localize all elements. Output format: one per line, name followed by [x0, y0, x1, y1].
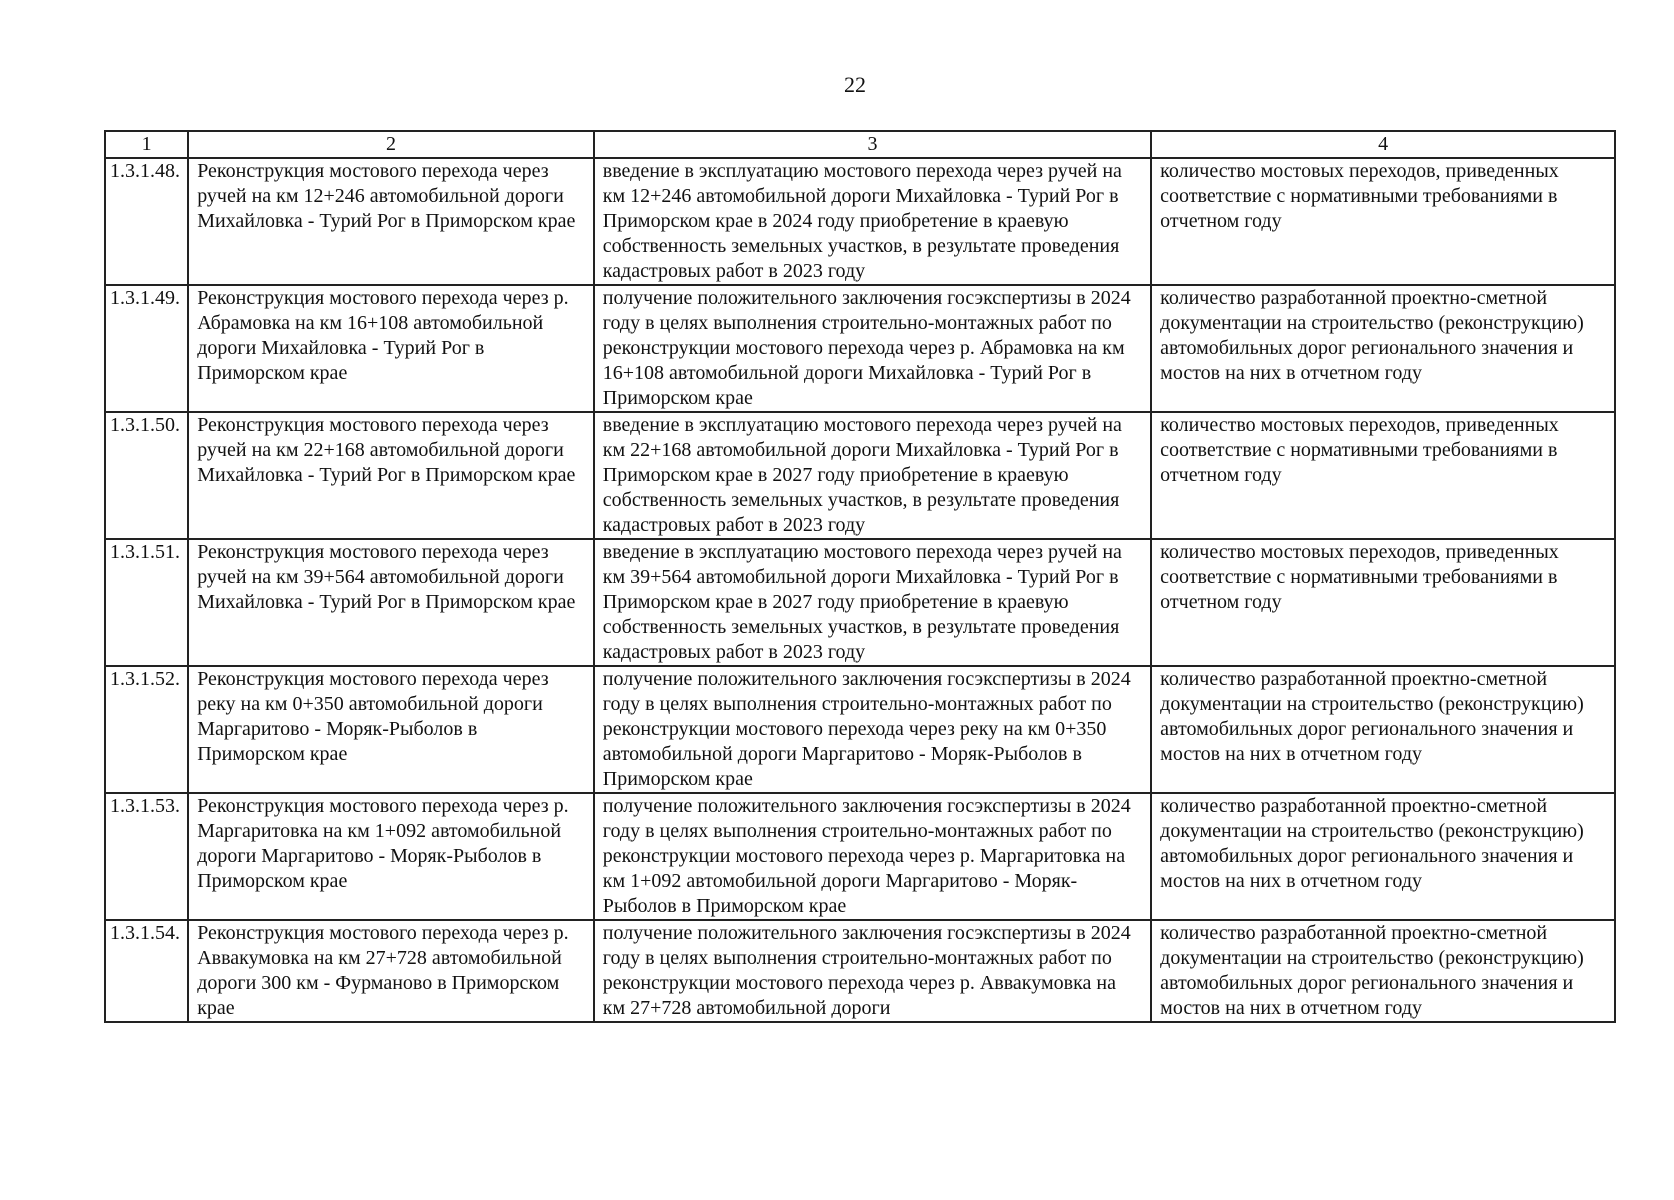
expected-result: введение в эксплуатацию мостового перехода через ручей на км 12+246 автомобильной дороги Михайловка - Турий Рог в Приморском крае в 2024 году приобретение в краевую собственность земельных участков, в результате проведения кадастровых работ в 2023 году — [594, 158, 1151, 285]
indicator: количество мостовых переходов, приведенных соответствие с нормативными требованиями в отчетном году — [1151, 539, 1615, 666]
row-number: 1.3.1.50. — [105, 412, 188, 539]
row-number: 1.3.1.49. — [105, 285, 188, 412]
indicator: количество разработанной проектно-сметной документации на строительство (реконструкцию) автомобильных дорог регионального значения и мостов на них в отчетном году — [1151, 793, 1615, 920]
table-row — [105, 158, 1615, 285]
measure-name: Реконструкция мостового перехода через р. Маргаритовка на км 1+092 автомобильной дороги Маргаритово - Моряк-Рыболов в Приморском крае — [188, 793, 594, 920]
table-row — [105, 412, 1615, 539]
row-number: 1.3.1.54. — [105, 920, 188, 1022]
table-row — [105, 920, 1615, 1022]
column-number-row — [105, 131, 1615, 158]
indicator: количество мостовых переходов, приведенных соответствие с нормативными требованиями в отчетном году — [1151, 412, 1615, 539]
indicator: количество мостовых переходов, приведенных соответствие с нормативными требованиями в отчетном году — [1151, 158, 1615, 285]
row-number: 1.3.1.53. — [105, 793, 188, 920]
column-number-1: 1 — [105, 131, 188, 158]
measure-name: Реконструкция мостового перехода через ручей на км 12+246 автомобильной дороги Михайловка - Турий Рог в Приморском крае — [188, 158, 594, 285]
measure-name: Реконструкция мостового перехода через р. Аввакумовка на км 27+728 автомобильной дороги 300 км - Фурманово в Приморском крае — [188, 920, 594, 1022]
measure-name: Реконструкция мостового перехода через ручей на км 39+564 автомобильной дороги Михайловка - Турий Рог в Приморском крае — [188, 539, 594, 666]
indicator: количество разработанной проектно-сметной документации на строительство (реконструкцию) автомобильных дорог регионального значения и мостов на них в отчетном году — [1151, 285, 1615, 412]
table-row — [105, 285, 1615, 412]
table-row — [105, 539, 1615, 666]
expected-result: получение положительного заключения госэкспертизы в 2024 году в целях выполнения строительно-монтажных работ по реконструкции мостового перехода через р. Аввакумовка на км 27+728 автомобильной дороги — [594, 920, 1151, 1022]
page-number: 22 — [844, 72, 866, 97]
column-number-2: 2 — [188, 131, 594, 158]
expected-result: получение положительного заключения госэкспертизы в 2024 году в целях выполнения строительно-монтажных работ по реконструкции мостового перехода через р. Абрамовка на км 16+108 автомобильной дороги Михайловка - Турий Рог в Приморском крае — [594, 285, 1151, 412]
expected-result: получение положительного заключения госэкспертизы в 2024 году в целях выполнения строительно-монтажных работ по реконструкции мостового перехода через реку на км 0+350 автомобильной дороги Маргаритово - Моряк-Рыболов в Приморском крае — [594, 666, 1151, 793]
row-number: 1.3.1.51. — [105, 539, 188, 666]
row-number: 1.3.1.52. — [105, 666, 188, 793]
column-number-3: 3 — [594, 131, 1151, 158]
row-number: 1.3.1.48. — [105, 158, 188, 285]
measures-table — [104, 130, 1616, 1023]
column-number-4: 4 — [1151, 131, 1615, 158]
table-row — [105, 793, 1615, 920]
expected-result: введение в эксплуатацию мостового перехода через ручей на км 22+168 автомобильной дороги Михайловка - Турий Рог в Приморском крае в 2027 году приобретение в краевую собственность земельных участков, в результате проведения кадастровых работ в 2023 году — [594, 412, 1151, 539]
expected-result: введение в эксплуатацию мостового перехода через ручей на км 39+564 автомобильной дороги Михайловка - Турий Рог в Приморском крае в 2027 году приобретение в краевую собственность земельных участков, в результате проведения кадастровых работ в 2023 году — [594, 539, 1151, 666]
expected-result: получение положительного заключения госэкспертизы в 2024 году в целях выполнения строительно-монтажных работ по реконструкции мостового перехода через р. Маргаритовка на км 1+092 автомобильной дороги Маргаритово - Моряк-Рыболов в Приморском крае — [594, 793, 1151, 920]
indicator: количество разработанной проектно-сметной документации на строительство (реконструкцию) автомобильных дорог регионального значения и мостов на них в отчетном году — [1151, 666, 1615, 793]
table-row — [105, 666, 1615, 793]
indicator: количество разработанной проектно-сметной документации на строительство (реконструкцию) автомобильных дорог регионального значения и мостов на них в отчетном году — [1151, 920, 1615, 1022]
measure-name: Реконструкция мостового перехода через реку на км 0+350 автомобильной дороги Маргаритово - Моряк-Рыболов в Приморском крае — [188, 666, 594, 793]
measure-name: Реконструкция мостового перехода через р. Абрамовка на км 16+108 автомобильной дороги Михайловка - Турий Рог в Приморском крае — [188, 285, 594, 412]
measure-name: Реконструкция мостового перехода через ручей на км 22+168 автомобильной дороги Михайловка - Турий Рог в Приморском крае — [188, 412, 594, 539]
